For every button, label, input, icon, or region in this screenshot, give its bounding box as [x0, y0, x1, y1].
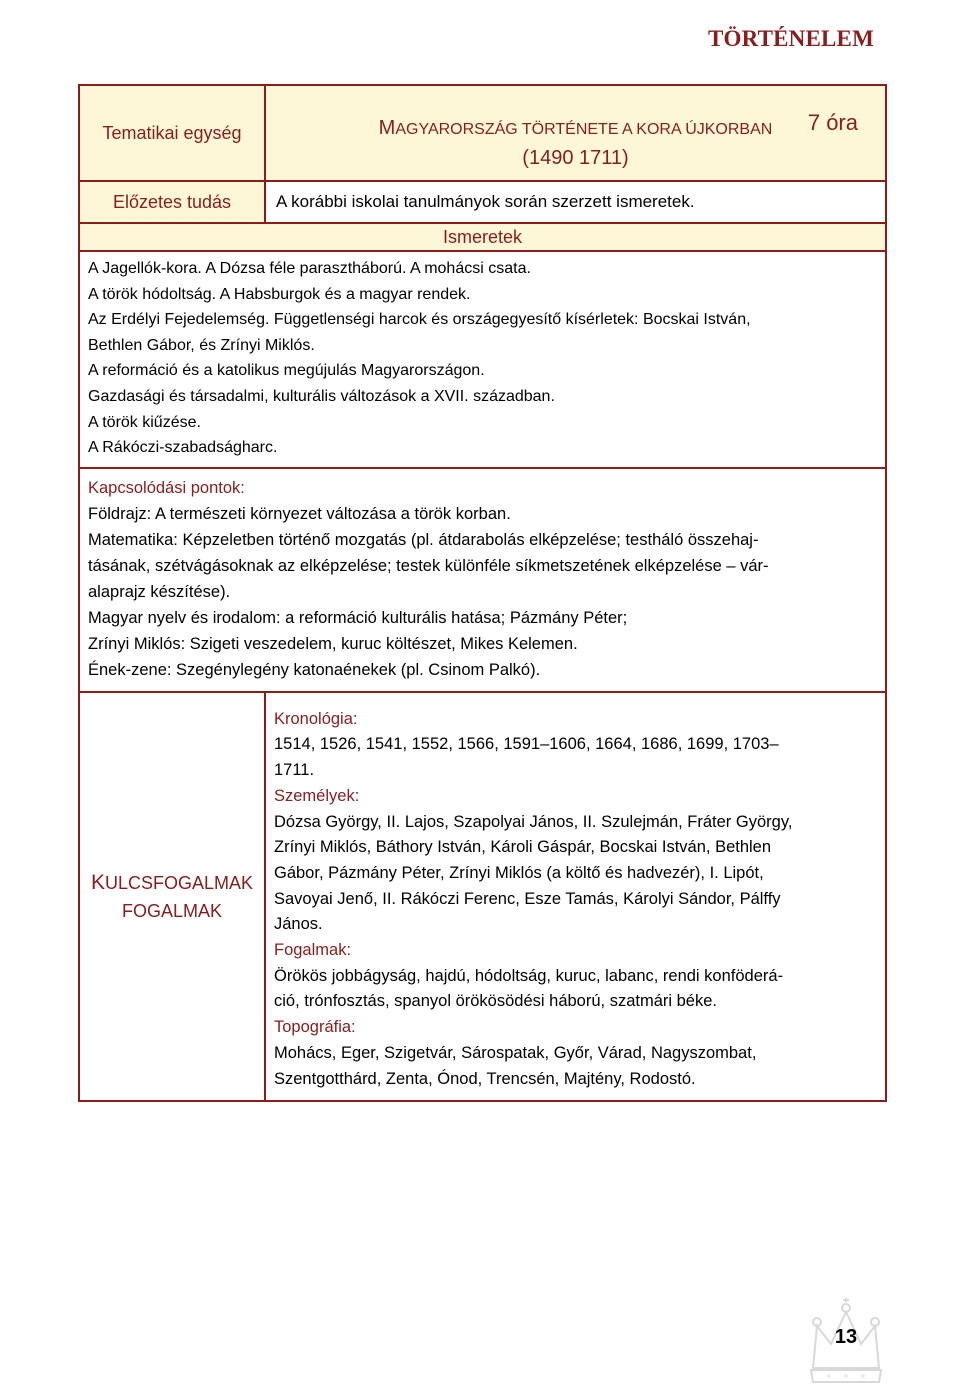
keywords-row [79, 692, 886, 1102]
unit-title-cell [265, 85, 886, 181]
prior-text: A korábbi iskolai tanulmányok során szerzett ismeretek. [265, 181, 886, 223]
knowledge-item: Gazdasági és társadalmi, kulturális változások a XVII. században. [88, 387, 555, 405]
concepts-line: ció, trónfosztás, spanyol örökösödési háború, szatmári béke. [274, 992, 717, 1011]
keywords-content [265, 692, 886, 1102]
connection-item: Földrajz: A természeti környezet változása a török korban. [88, 504, 511, 523]
topography-line: Mohács, Eger, Szigetvár, Sárospatak, Győr, Várad, Nagyszombat, [274, 1043, 757, 1062]
persons-line: Gábor, Pázmány Péter, Zrínyi Miklós (a költő és hadvezér), I. Lipót, [274, 863, 764, 882]
knowledge-item: A Jagellók-kora. A Dózsa féle parasztháború. A mohácsi csata. [88, 260, 531, 277]
chronology-line: 1514, 1526, 1541, 1552, 1566, 1591–1606, 1664, 1686, 1699, 1703– [274, 735, 779, 754]
connections-heading: Kapcsolódási pontok: [88, 478, 245, 497]
knowledge-item: A török hódoltság. A Habsburgok és a magyar rendek. [88, 285, 471, 303]
chronology-label: Kronológia: [274, 709, 358, 728]
unit-hours: 7 óra [807, 110, 858, 135]
persons-line: Savoyai Jenő, II. Rákóczi Ferenc, Esze Tamás, Károlyi Sándor, Pálffy [274, 889, 781, 908]
connection-item: tásának, szétvágásoknak az elképzelése; testek különféle síkmetszetének elképzelése – vár- [88, 556, 769, 575]
prior-label: Előzetes tudás [79, 181, 265, 223]
persons-label: Személyek: [274, 786, 360, 805]
connection-item: Magyar nyelv és irodalom: a reformáció kulturális hatása; Pázmány Péter; [88, 608, 628, 627]
keywords-label [79, 692, 265, 1102]
keywords-label-rest: ULCSFOGALMAK [104, 872, 254, 893]
unit-title [266, 114, 885, 173]
knowledge-item: Az Erdélyi Fejedelemség. Függetlenségi harcok és országegyesítő kísérletek: Bocskai István, [88, 311, 751, 329]
persons-line: János. [274, 915, 323, 934]
knowledge-item: A Rákóczi-szabadságharc. [88, 439, 278, 457]
prior-row [79, 181, 886, 223]
unit-row [79, 85, 886, 181]
curriculum-table [78, 84, 887, 1102]
unit-years: (1490 1711) [522, 147, 629, 169]
topography-label: Topográfia: [274, 1018, 356, 1037]
connection-item: Matematika: Képzeletben történő mozgatás (pl. átdarabolás elképzelése; testháló összehaj- [88, 530, 759, 549]
knowledge-row [79, 251, 886, 468]
connection-item: Zrínyi Miklós: Szigeti veszedelem, kuruc költészet, Mikes Kelemen. [88, 634, 578, 653]
page-number: 13 [834, 1326, 858, 1348]
persons-line: Dózsa György, II. Lajos, Szapolyai János, II. Szulejmán, Fráter György, [274, 812, 793, 831]
knowledge-list [79, 251, 886, 468]
connection-item: Ének-zene: Szegénylegény katonaénekek (pl. Csinom Palkó). [88, 660, 541, 679]
knowledge-item: A reformáció és a katolikus megújulás Magyarországon. [88, 362, 485, 380]
unit-title-rest: AGYARORSZÁG TÖRTÉNETE A KORA ÚJKORBAN [395, 121, 773, 138]
knowledge-item: A török kiűzése. [88, 413, 201, 431]
connection-item: alaprajz készítése). [88, 582, 231, 601]
keywords-label-line2: FOGALMAK [121, 900, 223, 921]
concepts-label: Fogalmak: [274, 941, 352, 960]
knowledge-item: Bethlen Gábor, és Zrínyi Miklós. [88, 336, 315, 354]
chronology-line: 1711. [274, 761, 315, 780]
topography-line: Szentgotthárd, Zenta, Ónod, Trencsén, Majtény, Rodostó. [274, 1069, 696, 1088]
knowledge-heading-row [79, 223, 886, 251]
keywords-label-cap: K [90, 870, 105, 894]
page-number-badge [805, 1298, 887, 1388]
page-header-title: TÖRTÉNELEM [707, 26, 874, 51]
connections-row [79, 468, 886, 692]
unit-title-cap: M [378, 117, 396, 139]
connections-list [79, 468, 886, 692]
concepts-line: Örökös jobbágyság, hajdú, hódoltság, kuruc, labanc, rendi konföderá- [274, 966, 784, 985]
persons-line: Zrínyi Miklós, Báthory István, Károli Gáspár, Bocskai István, Bethlen [274, 838, 772, 857]
knowledge-heading: Ismeretek [79, 223, 886, 251]
unit-label: Tematikai egység [79, 85, 265, 181]
